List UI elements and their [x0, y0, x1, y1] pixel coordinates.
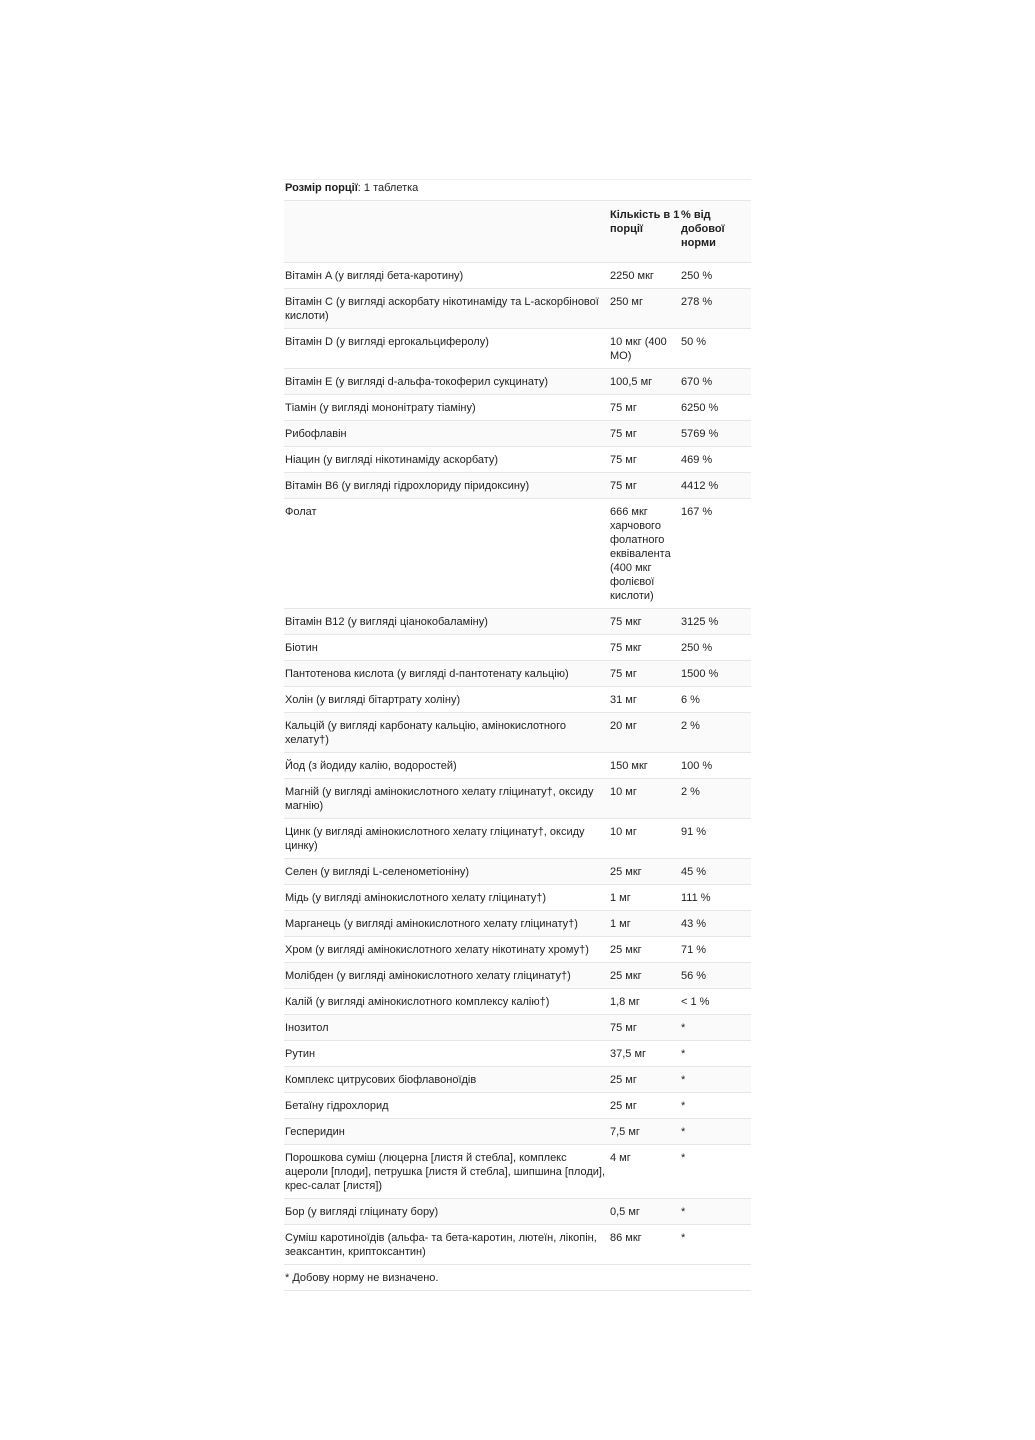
nutrient-name: Молібден (у вигляді амінокислотного хелату гліцинату†) — [284, 963, 610, 989]
nutrient-name: Порошкова суміш (люцерна [листя й стебла], комплекс ацероли [плоди], петрушка [листя й стебла], шипшина [плоди], крес-салат [листя]) — [284, 1145, 610, 1199]
table-row — [284, 1145, 751, 1199]
daily-value-percent: 5769 % — [680, 421, 751, 447]
table-row — [284, 1041, 751, 1067]
amount-per-serving: 4 мг — [610, 1145, 680, 1199]
table-row — [284, 499, 751, 609]
table-row — [284, 1225, 751, 1265]
nutrient-name: Суміш каротиноїдів (альфа- та бета-каротин, лютеїн, лікопін, зеаксантин, криптоксантин) — [284, 1225, 610, 1265]
daily-value-percent: * — [680, 1015, 751, 1041]
nutrient-name: Біотин — [284, 635, 610, 661]
table-row — [284, 1093, 751, 1119]
nutrient-name: Магній (у вигляді амінокислотного хелату гліцинату†, оксиду магнію) — [284, 779, 610, 819]
table-row — [284, 329, 751, 369]
table-row — [284, 911, 751, 937]
daily-value-percent: 2 % — [680, 713, 751, 753]
amount-per-serving: 75 мг — [610, 395, 680, 421]
nutrient-name: Калій (у вигляді амінокислотного комплексу калію†) — [284, 989, 610, 1015]
amount-per-serving: 25 мг — [610, 1067, 680, 1093]
footnote: * Добову норму не визначено. — [284, 1265, 751, 1291]
nutrient-name: Селен (у вигляді L-селенометіоніну) — [284, 859, 610, 885]
daily-value-percent: 3125 % — [680, 609, 751, 635]
table-row — [284, 473, 751, 499]
serving-size — [284, 179, 751, 201]
table-header-row — [284, 201, 751, 263]
table-row — [284, 661, 751, 687]
nutrient-name: Фолат — [284, 499, 610, 609]
table-row — [284, 687, 751, 713]
nutrient-name: Вітамін D (у вигляді ергокальциферолу) — [284, 329, 610, 369]
nutrient-name: Рибофлавін — [284, 421, 610, 447]
supplement-facts-panel — [284, 179, 751, 1291]
table-row — [284, 289, 751, 329]
amount-per-serving: 25 мкг — [610, 859, 680, 885]
nutrient-name: Вітамін Е (у вигляді d-альфа-токоферил сукцинату) — [284, 369, 610, 395]
amount-per-serving: 25 мкг — [610, 937, 680, 963]
nutrient-name: Ніацин (у вигляді нікотинаміду аскорбату) — [284, 447, 610, 473]
daily-value-percent: 6250 % — [680, 395, 751, 421]
table-row — [284, 395, 751, 421]
nutrient-name: Холін (у вигляді бітартрату холіну) — [284, 687, 610, 713]
nutrient-name: Хром (у вигляді амінокислотного хелату нікотинату хрому†) — [284, 937, 610, 963]
serving-size-label: Розмір порції — [285, 182, 358, 194]
daily-value-percent: 71 % — [680, 937, 751, 963]
header-amount: Кількість в 1 порції — [610, 201, 680, 263]
amount-per-serving: 10 мг — [610, 779, 680, 819]
amount-per-serving: 20 мг — [610, 713, 680, 753]
amount-per-serving: 250 мг — [610, 289, 680, 329]
daily-value-percent: 45 % — [680, 859, 751, 885]
table-row — [284, 713, 751, 753]
table-row — [284, 609, 751, 635]
amount-per-serving: 25 мкг — [610, 963, 680, 989]
daily-value-percent: 278 % — [680, 289, 751, 329]
table-row — [284, 1119, 751, 1145]
table-row — [284, 369, 751, 395]
nutrient-name: Вітамін A (у вигляді бета-каротину) — [284, 263, 610, 289]
table-row — [284, 421, 751, 447]
daily-value-percent: * — [680, 1145, 751, 1199]
amount-per-serving: 2250 мкг — [610, 263, 680, 289]
daily-value-percent: * — [680, 1119, 751, 1145]
table-row — [284, 989, 751, 1015]
table-row — [284, 263, 751, 289]
daily-value-percent: 56 % — [680, 963, 751, 989]
daily-value-percent: 111 % — [680, 885, 751, 911]
amount-per-serving: 75 мг — [610, 1015, 680, 1041]
table-row — [284, 779, 751, 819]
nutrient-name: Марганець (у вигляді амінокислотного хелату гліцинату†) — [284, 911, 610, 937]
amount-per-serving: 0,5 мг — [610, 1199, 680, 1225]
nutrient-name: Вітамін B6 (у вигляді гідрохлориду піридоксину) — [284, 473, 610, 499]
daily-value-percent: 250 % — [680, 635, 751, 661]
daily-value-percent: 250 % — [680, 263, 751, 289]
table-row — [284, 635, 751, 661]
amount-per-serving: 86 мкг — [610, 1225, 680, 1265]
nutrient-name: Інозитол — [284, 1015, 610, 1041]
amount-per-serving: 10 мг — [610, 819, 680, 859]
table-row — [284, 885, 751, 911]
daily-value-percent: 469 % — [680, 447, 751, 473]
nutrient-name: Комплекс цитрусових біофлавоноїдів — [284, 1067, 610, 1093]
daily-value-percent: 2 % — [680, 779, 751, 819]
amount-per-serving: 100,5 мг — [610, 369, 680, 395]
amount-per-serving: 666 мкг харчового фолатного еквівалента (400 мкг фолієвої кислоти) — [610, 499, 680, 609]
daily-value-percent: * — [680, 1093, 751, 1119]
amount-per-serving: 31 мг — [610, 687, 680, 713]
daily-value-percent: 91 % — [680, 819, 751, 859]
amount-per-serving: 1 мг — [610, 885, 680, 911]
nutrient-name: Гесперидин — [284, 1119, 610, 1145]
table-row — [284, 753, 751, 779]
nutrient-name: Пантотенова кислота (у вигляді d-пантотенату кальцію) — [284, 661, 610, 687]
nutrient-name: Йод (з йодиду калію, водоростей) — [284, 753, 610, 779]
daily-value-percent: * — [680, 1225, 751, 1265]
serving-size-value: : 1 таблетка — [357, 182, 419, 194]
nutrient-name: Тіамін (у вигляді мононітрату тіаміну) — [284, 395, 610, 421]
table-body — [284, 263, 751, 1265]
daily-value-percent: 100 % — [680, 753, 751, 779]
amount-per-serving: 1,8 мг — [610, 989, 680, 1015]
nutrient-name: Кальцій (у вигляді карбонату кальцію, амінокислотного хелату†) — [284, 713, 610, 753]
table-row — [284, 1067, 751, 1093]
daily-value-percent: 43 % — [680, 911, 751, 937]
table-row — [284, 937, 751, 963]
nutrient-name: Вітамін B12 (у вигляді ціанокобаламіну) — [284, 609, 610, 635]
amount-per-serving: 75 мг — [610, 661, 680, 687]
nutrient-name: Цинк (у вигляді амінокислотного хелату гліцинату†, оксиду цинку) — [284, 819, 610, 859]
nutrient-name: Мідь (у вигляді амінокислотного хелату гліцинату†) — [284, 885, 610, 911]
table-row — [284, 963, 751, 989]
daily-value-percent: 1500 % — [680, 661, 751, 687]
header-name — [284, 201, 610, 263]
table-row — [284, 447, 751, 473]
amount-per-serving: 75 мкг — [610, 635, 680, 661]
amount-per-serving: 75 мг — [610, 473, 680, 499]
amount-per-serving: 75 мкг — [610, 609, 680, 635]
amount-per-serving: 37,5 мг — [610, 1041, 680, 1067]
nutrition-table — [284, 201, 751, 1265]
daily-value-percent: 6 % — [680, 687, 751, 713]
header-daily-value: % від добової норми — [680, 201, 751, 263]
amount-per-serving: 1 мг — [610, 911, 680, 937]
nutrient-name: Рутин — [284, 1041, 610, 1067]
amount-per-serving: 75 мг — [610, 421, 680, 447]
amount-per-serving: 25 мг — [610, 1093, 680, 1119]
amount-per-serving: 150 мкг — [610, 753, 680, 779]
table-row — [284, 1199, 751, 1225]
daily-value-percent: 50 % — [680, 329, 751, 369]
daily-value-percent: 670 % — [680, 369, 751, 395]
daily-value-percent: * — [680, 1199, 751, 1225]
table-row — [284, 859, 751, 885]
daily-value-percent: 167 % — [680, 499, 751, 609]
daily-value-percent: < 1 % — [680, 989, 751, 1015]
table-row — [284, 1015, 751, 1041]
nutrient-name: Бетаїну гідрохлорид — [284, 1093, 610, 1119]
daily-value-percent: * — [680, 1041, 751, 1067]
daily-value-percent: * — [680, 1067, 751, 1093]
nutrient-name: Бор (у вигляді гліцинату бору) — [284, 1199, 610, 1225]
amount-per-serving: 75 мг — [610, 447, 680, 473]
nutrient-name: Вітамін C (у вигляді аскорбату нікотинаміду та L-аскорбінової кислоти) — [284, 289, 610, 329]
daily-value-percent: 4412 % — [680, 473, 751, 499]
amount-per-serving: 7,5 мг — [610, 1119, 680, 1145]
table-row — [284, 819, 751, 859]
amount-per-serving: 10 мкг (400 МО) — [610, 329, 680, 369]
